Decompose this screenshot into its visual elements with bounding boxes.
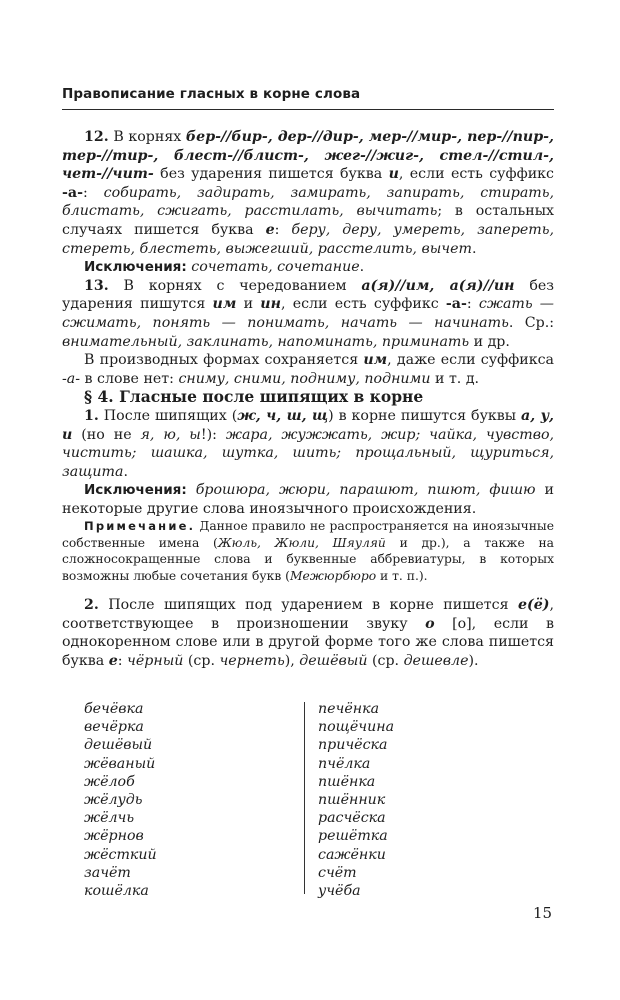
rule-number: 2.: [84, 597, 99, 614]
text: , даже если суффикса: [387, 352, 554, 369]
text: .: [471, 240, 477, 257]
letters: е(ё): [518, 597, 550, 614]
roots-list: бер-//бир-, дер-//дир-, мер-//мир-, пер-//пир-, тер-//тир-, блест-//блист-, жег-//жиг-, стел-//стил-, чет-//чит-: [62, 129, 554, 183]
page-body: [62, 128, 554, 670]
text: и др.: [469, 333, 510, 350]
exceptions-words: сочетать, сочетание: [191, 259, 360, 276]
text: без ударения пишется буква: [153, 166, 389, 183]
note-label: Примечание.: [84, 519, 196, 534]
compare-words: внимательный, заклинать, напоминать, приминать: [62, 333, 470, 350]
list-item: пшёнка: [318, 773, 376, 790]
exceptions-label: Исключения:: [84, 259, 187, 276]
section-title: § 4. Гласные после шипящих в корне: [84, 387, 424, 407]
names: Жюль, Жюли, Шяуляй: [217, 535, 386, 550]
list-item: жёрнов: [84, 828, 144, 845]
text: , соответствующее в произношении звуку: [62, 597, 554, 632]
text: и др.), а также на сложносокращенные слова и буквенные аббревиатуры, в которых возможны любые сочетания букв (: [62, 535, 554, 583]
rule-12-paragraph: [62, 128, 554, 258]
rule-2-paragraph: [62, 596, 554, 670]
text: !):: [200, 426, 226, 443]
list-item: причёска: [318, 737, 388, 754]
list-item: пшённик: [318, 792, 386, 809]
list-item: счёт: [318, 864, 357, 881]
text: ; в остальных случаях пишется буква: [62, 203, 554, 238]
text: В корнях с чередованием: [108, 277, 362, 294]
example: чёрный: [127, 652, 184, 669]
letter-e: е: [108, 652, 118, 669]
column-divider: [304, 702, 305, 894]
exceptions-label: Исключения:: [84, 482, 187, 499]
examples-with-e: беру, деру, умереть, запереть, стереть, блестеть, выжегший, расстелить, вычет: [62, 221, 554, 257]
text: :: [274, 221, 292, 238]
list-item: жёлудь: [84, 792, 143, 809]
text: :: [82, 184, 104, 201]
rule-1-paragraph: [62, 407, 554, 481]
list-item: пчёлка: [318, 755, 371, 772]
list-item: бечёвка: [84, 701, 144, 717]
text: После шипящих (: [98, 407, 238, 424]
text: и некоторые другие слова иноязычного происхождения.: [62, 482, 555, 517]
example: дешевле: [403, 652, 469, 669]
text: и: [236, 296, 261, 313]
list-item: кошёлка: [84, 883, 149, 900]
text: :: [466, 296, 479, 313]
rule-number: 13.: [84, 277, 109, 294]
text: . Ср.:: [508, 314, 555, 331]
text: В производных формах сохраняется: [84, 352, 364, 369]
list-item: решётка: [318, 828, 388, 845]
exceptions-words: брошюра, жюри, парашют, пшют, фишю: [195, 482, 536, 499]
text: , если есть суффикс: [398, 166, 554, 183]
list-item: жёлоб: [84, 773, 135, 790]
alternation: а(я)//им, а(я)//ин: [361, 277, 515, 294]
examples: сниму, сними, подниму, подними: [178, 370, 431, 387]
exceptions-1: [62, 481, 554, 518]
derived-forms-paragraph: [62, 351, 554, 388]
letter-e: е: [265, 221, 275, 238]
page-number: 15: [533, 904, 553, 922]
in: ин: [260, 296, 281, 313]
text: ),: [284, 652, 300, 669]
text: в слове нет:: [80, 370, 179, 387]
text: (ср.: [367, 652, 404, 669]
suffix: -а-: [62, 370, 81, 387]
text: .: [123, 463, 128, 480]
running-head: Правописание гласных в корне слова: [62, 86, 361, 102]
text: В корнях: [108, 129, 186, 145]
list-item: расчёска: [318, 810, 386, 827]
text: (но не: [72, 426, 141, 443]
sibilant-letters: ж, ч, ш, щ: [237, 407, 329, 424]
list-item: печёнка: [318, 701, 380, 717]
example: дешёвый: [299, 652, 368, 669]
list-item: сажёнки: [318, 846, 386, 863]
text: [о], если в однокоренном слове или в другой форме того же слова пишется буква: [62, 615, 554, 669]
text: без ударения пишутся: [62, 277, 555, 313]
list-item: вечёрка: [84, 719, 144, 736]
exceptions-12: [62, 258, 554, 277]
abbreviation: Межюрбюро: [289, 568, 377, 583]
list-item: зачёт: [84, 864, 131, 881]
vowel-letters: а, у, и: [62, 407, 554, 443]
text: (ср.: [183, 652, 220, 669]
note-paragraph: [62, 518, 554, 584]
list-item: жёлчь: [84, 810, 135, 827]
list-item: учёба: [318, 883, 361, 900]
word-column-right: [318, 700, 508, 900]
word-column-left: [84, 700, 274, 900]
text: .: [359, 259, 365, 276]
text: :: [117, 652, 128, 669]
text: и т. п.).: [376, 568, 428, 583]
example: чернеть: [219, 652, 285, 669]
suffix: -а-: [445, 296, 467, 313]
list-item: жёваный: [84, 755, 156, 772]
suffix: -а-: [62, 184, 83, 201]
letter-i: и: [388, 166, 399, 183]
list-item: пощёчина: [318, 719, 395, 736]
header-rule: [62, 109, 554, 110]
text: После шипящих под ударением в корне пишется: [98, 597, 518, 614]
rule-number: 12.: [84, 129, 109, 145]
not-letters: я, ю, ы: [140, 426, 201, 443]
letter-o: о: [425, 615, 435, 632]
rule-13-paragraph: [62, 277, 554, 351]
examples-with-i: собирать, задирать, замирать, запирать, стирать, блистать, сжигать, расстилать, вычитать: [62, 184, 554, 220]
text: ).: [468, 652, 479, 669]
text: и т. д.: [430, 370, 480, 387]
list-item: дешёвый: [84, 737, 153, 754]
im: им: [212, 296, 237, 313]
rule-number: 1.: [84, 407, 99, 424]
list-item: жёсткий: [84, 846, 157, 863]
text: Данное правило не распространяется на иноязычные собственные имена (: [62, 519, 554, 550]
im: им: [363, 352, 388, 369]
text: ) в корне пишутся буквы: [328, 407, 522, 424]
text: , если есть суффикс: [280, 296, 446, 313]
examples: сжать — сжимать, понять — понимать, начать — начинать: [62, 296, 554, 331]
examples: жара, жужжать, жир; чайка, чувство, чистить; шашка, шутка, шить; прощальный, щуриться, защита: [62, 426, 554, 480]
